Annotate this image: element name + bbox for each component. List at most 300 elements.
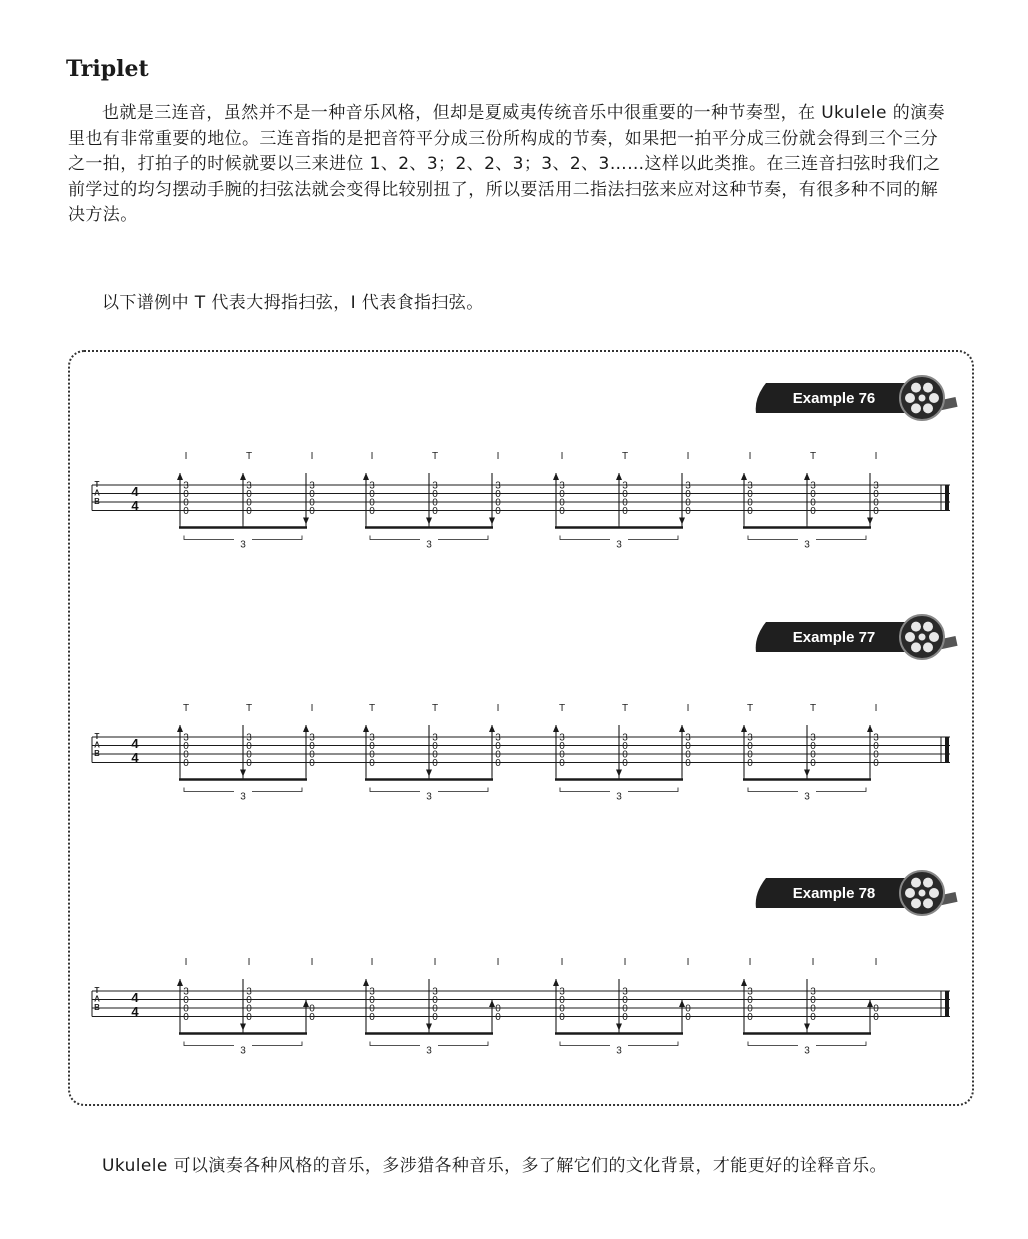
fret-number: 0 (369, 497, 375, 509)
fret-number: 3 (495, 480, 501, 492)
fret-number: 0 (369, 741, 375, 752)
fret-number: 0 (432, 1003, 438, 1015)
example-label: Example 78 (792, 885, 876, 902)
tab-clef-letter: B (94, 1003, 100, 1012)
fret-number: 0 (246, 758, 252, 769)
fret-number: 0 (810, 995, 816, 1006)
strum-finger-label: I (874, 703, 878, 714)
fret-number: 0 (810, 758, 816, 769)
tuplet-bracket-left (184, 1042, 234, 1046)
section-title: Triplet (66, 56, 149, 82)
fret-number: 0 (559, 1003, 565, 1015)
reel-hole (929, 632, 939, 642)
triplet-group (553, 451, 691, 551)
triplet-group (363, 957, 501, 1057)
tab-clef-letter: B (94, 497, 100, 506)
triplet-group (741, 703, 879, 803)
up-arrow-icon (616, 473, 622, 480)
fret-number: 0 (495, 741, 501, 752)
fret-number: 0 (369, 1012, 375, 1023)
fret-number: 0 (685, 1003, 691, 1015)
tab-clef-letter: A (94, 488, 100, 498)
fret-number: 0 (559, 497, 565, 509)
fret-number: 0 (369, 1003, 375, 1015)
up-arrow-icon (363, 473, 369, 480)
tuplet-bracket-right (816, 788, 866, 792)
fret-number: 0 (246, 1012, 252, 1023)
fret-number: 0 (810, 741, 816, 752)
strum-finger-label: I (370, 451, 374, 462)
tuplet-number: 3 (616, 1045, 622, 1057)
tuplet-number: 3 (240, 1045, 246, 1057)
up-arrow-icon (363, 979, 369, 986)
example-label: Example 77 (792, 629, 876, 646)
fret-number: 3 (309, 480, 315, 492)
tuplet-number: 3 (804, 1045, 810, 1057)
reel-hole (923, 403, 933, 413)
strum-finger-label: I (184, 957, 188, 968)
strum-finger-label: T (621, 703, 629, 714)
up-arrow-icon (741, 979, 747, 986)
up-arrow-icon (867, 1000, 873, 1007)
reel-hub (919, 395, 926, 402)
fret-number: 0 (432, 506, 438, 517)
up-arrow-icon (240, 473, 246, 480)
fret-number: 3 (747, 480, 753, 492)
fret-number: 0 (309, 1003, 315, 1015)
fret-number: 0 (873, 489, 879, 500)
fret-number: 3 (432, 986, 438, 998)
fret-number: 3 (747, 732, 753, 744)
fret-number: 3 (246, 480, 252, 492)
strum-finger-label: T (182, 703, 190, 714)
fret-number: 3 (369, 986, 375, 998)
fret-number: 0 (873, 506, 879, 517)
fret-number: 3 (495, 732, 501, 744)
fret-number: 0 (747, 489, 753, 500)
tuplet-bracket-left (748, 788, 798, 792)
fret-number: 0 (183, 489, 189, 500)
strum-finger-label: T (431, 703, 439, 714)
fret-number: 0 (873, 1003, 879, 1015)
fret-number: 0 (495, 497, 501, 509)
strum-finger-label: T (621, 451, 629, 462)
fret-number: 3 (183, 480, 189, 492)
tab-staff (92, 480, 950, 513)
up-arrow-icon (553, 473, 559, 480)
strum-finger-label: T (431, 451, 439, 462)
triplet-group (363, 703, 501, 803)
fret-number: 3 (622, 732, 628, 744)
tuplet-bracket-left (560, 1042, 610, 1046)
fret-number: 3 (369, 480, 375, 492)
reel-hole (905, 393, 915, 403)
tab-clef-letter: A (94, 740, 100, 750)
reel-hole (911, 383, 921, 393)
strum-finger-label: I (874, 451, 878, 462)
fret-number: 0 (369, 758, 375, 769)
fret-number: 0 (873, 749, 879, 761)
fret-number: 0 (685, 758, 691, 769)
fret-number: 0 (309, 758, 315, 769)
fret-number: 0 (309, 741, 315, 752)
legend-paragraph: 以下谱例中 T 代表大拇指扫弦，I 代表食指扫弦。 (102, 293, 484, 313)
fret-number: 0 (246, 749, 252, 761)
fret-number: 3 (747, 986, 753, 998)
time-signature-bottom: 4 (131, 498, 139, 513)
tuplet-bracket-left (370, 536, 420, 540)
strum-finger-label: I (686, 957, 690, 968)
tab-staff (92, 732, 950, 765)
up-arrow-icon (489, 1000, 495, 1007)
fret-number: 0 (432, 749, 438, 761)
fret-number: 0 (432, 489, 438, 500)
fret-number: 3 (622, 986, 628, 998)
reel-hole (905, 888, 915, 898)
strum-finger-label: T (245, 451, 253, 462)
fret-number: 0 (495, 758, 501, 769)
time-signature-top: 4 (131, 484, 139, 499)
tuplet-number: 3 (426, 791, 432, 803)
fret-number: 0 (810, 749, 816, 761)
tuplet-bracket-right (628, 536, 678, 540)
triplet-group (177, 957, 315, 1057)
fret-number: 0 (685, 489, 691, 500)
fret-number: 0 (246, 1003, 252, 1015)
tuplet-number: 3 (426, 539, 432, 551)
fret-number: 3 (246, 986, 252, 998)
fret-number: 0 (246, 506, 252, 517)
up-arrow-icon (867, 725, 873, 732)
strum-finger-label: I (496, 451, 500, 462)
up-arrow-icon (489, 725, 495, 732)
fret-number: 0 (309, 497, 315, 509)
triplet-group (741, 957, 879, 1057)
tab-clef-letter: T (94, 986, 100, 995)
fret-number: 0 (747, 995, 753, 1006)
reel-hub (919, 634, 926, 641)
tuplet-number: 3 (804, 539, 810, 551)
film-reel-icon (900, 376, 958, 420)
fret-number: 0 (309, 749, 315, 761)
up-arrow-icon (177, 725, 183, 732)
fret-number: 0 (685, 497, 691, 509)
strum-finger-label: T (368, 703, 376, 714)
reel-hub (919, 890, 926, 897)
fret-number: 3 (432, 480, 438, 492)
tuplet-bracket-right (816, 536, 866, 540)
tuplet-bracket-right (628, 788, 678, 792)
strum-finger-label: I (686, 703, 690, 714)
strum-finger-label: I (370, 957, 374, 968)
strum-finger-label: I (310, 957, 314, 968)
fret-number: 0 (810, 489, 816, 500)
reel-hole (923, 383, 933, 393)
time-signature-top: 4 (131, 736, 139, 751)
tab-staff (92, 986, 950, 1019)
fret-number: 0 (873, 497, 879, 509)
end-barline-thick (945, 991, 949, 1017)
fret-number: 0 (432, 758, 438, 769)
strum-finger-label: I (686, 451, 690, 462)
up-arrow-icon (303, 725, 309, 732)
fret-number: 0 (747, 741, 753, 752)
reel-hole (911, 642, 921, 652)
strum-finger-label: I (560, 957, 564, 968)
strum-finger-label: T (746, 703, 754, 714)
fret-number: 0 (183, 506, 189, 517)
strum-finger-label: I (748, 451, 752, 462)
fret-number: 3 (369, 732, 375, 744)
strum-finger-label: I (433, 957, 437, 968)
fret-number: 0 (246, 995, 252, 1006)
fret-number: 0 (246, 489, 252, 500)
fret-number: 0 (622, 995, 628, 1006)
fret-number: 0 (810, 497, 816, 509)
example-badge (756, 615, 958, 659)
fret-number: 3 (810, 986, 816, 998)
reel-hole (923, 898, 933, 908)
strum-finger-label: I (560, 451, 564, 462)
strum-finger-label: I (496, 703, 500, 714)
strum-finger-label: I (310, 703, 314, 714)
film-reel-icon (900, 871, 958, 915)
up-arrow-icon (553, 979, 559, 986)
strum-finger-label: I (247, 957, 251, 968)
reel-hole (905, 632, 915, 642)
strum-finger-label: I (310, 451, 314, 462)
fret-number: 0 (309, 506, 315, 517)
fret-number: 0 (495, 1003, 501, 1015)
fret-number: 0 (495, 489, 501, 500)
tuplet-number: 3 (804, 791, 810, 803)
strum-finger-label: T (809, 451, 817, 462)
reel-hole (911, 898, 921, 908)
tuplet-bracket-right (816, 1042, 866, 1046)
tuplet-bracket-left (184, 536, 234, 540)
fret-number: 0 (183, 1012, 189, 1023)
fret-number: 0 (747, 506, 753, 517)
fret-number: 0 (685, 741, 691, 752)
fret-number: 0 (246, 741, 252, 752)
fret-number: 0 (495, 749, 501, 761)
fret-number: 3 (810, 480, 816, 492)
tuplet-number: 3 (616, 791, 622, 803)
end-barline-thick (945, 485, 949, 511)
fret-number: 3 (246, 732, 252, 744)
fret-number: 3 (873, 480, 879, 492)
fret-number: 0 (747, 749, 753, 761)
tab-clef-letter: T (94, 480, 100, 489)
fret-number: 0 (685, 506, 691, 517)
up-arrow-icon (679, 1000, 685, 1007)
end-barline-thick (945, 737, 949, 763)
reel-hole (911, 403, 921, 413)
fret-number: 0 (747, 497, 753, 509)
tuplet-bracket-left (370, 1042, 420, 1046)
fret-number: 3 (309, 732, 315, 744)
tuplet-number: 3 (240, 791, 246, 803)
reel-hole (929, 888, 939, 898)
fret-number: 0 (495, 1012, 501, 1023)
example-label: Example 76 (792, 390, 876, 407)
fret-number: 0 (183, 497, 189, 509)
fret-number: 0 (747, 1003, 753, 1015)
fret-number: 0 (622, 1012, 628, 1023)
fret-number: 0 (369, 749, 375, 761)
example-3 (92, 871, 958, 1057)
fret-number: 0 (622, 1003, 628, 1015)
fret-number: 0 (432, 497, 438, 509)
film-reel-icon (900, 615, 958, 659)
example-badge (756, 376, 958, 420)
fret-number: 3 (183, 732, 189, 744)
tuplet-bracket-right (252, 788, 302, 792)
strum-finger-label: I (811, 957, 815, 968)
strum-finger-label: I (748, 957, 752, 968)
fret-number: 0 (246, 497, 252, 509)
fret-number: 0 (559, 995, 565, 1006)
up-arrow-icon (363, 725, 369, 732)
fret-number: 3 (622, 480, 628, 492)
fret-number: 0 (747, 758, 753, 769)
reel-hole (911, 878, 921, 888)
tuplet-bracket-right (252, 536, 302, 540)
fret-number: 3 (873, 732, 879, 744)
tab-clef-letter: B (94, 749, 100, 758)
fret-number: 0 (559, 749, 565, 761)
fret-number: 3 (559, 480, 565, 492)
example-badge (756, 871, 958, 915)
fret-number: 3 (810, 732, 816, 744)
tuplet-bracket-right (252, 1042, 302, 1046)
reel-hole (923, 622, 933, 632)
fret-number: 0 (183, 749, 189, 761)
strum-finger-label: I (184, 451, 188, 462)
fret-number: 0 (873, 741, 879, 752)
up-arrow-icon (741, 473, 747, 480)
example-1 (92, 376, 958, 551)
tuplet-bracket-right (438, 788, 488, 792)
fret-number: 0 (183, 741, 189, 752)
fret-number: 0 (559, 741, 565, 752)
fret-number: 0 (873, 1012, 879, 1023)
fret-number: 0 (622, 497, 628, 509)
up-arrow-icon (741, 725, 747, 732)
up-arrow-icon (303, 1000, 309, 1007)
strum-finger-label: I (623, 957, 627, 968)
strum-finger-label: I (496, 957, 500, 968)
fret-number: 3 (183, 986, 189, 998)
outro-paragraph: Ukulele 可以演奏各种风格的音乐，多涉猎各种音乐，多了解它们的文化背景，才能更好的诠释音乐。 (102, 1156, 887, 1176)
strum-finger-label: T (809, 703, 817, 714)
fret-number: 3 (559, 732, 565, 744)
tuplet-bracket-left (560, 536, 610, 540)
tuplet-bracket-right (628, 1042, 678, 1046)
tuplet-bracket-left (184, 788, 234, 792)
triplet-group (553, 703, 691, 803)
tuplet-bracket-left (370, 788, 420, 792)
fret-number: 0 (495, 506, 501, 517)
fret-number: 0 (622, 489, 628, 500)
fret-number: 0 (622, 749, 628, 761)
fret-number: 0 (559, 1012, 565, 1023)
fret-number: 0 (810, 506, 816, 517)
tuplet-bracket-left (748, 536, 798, 540)
up-arrow-icon (679, 725, 685, 732)
fret-number: 0 (369, 995, 375, 1006)
up-arrow-icon (177, 473, 183, 480)
strum-finger-label: T (245, 703, 253, 714)
fret-number: 3 (432, 732, 438, 744)
fret-number: 0 (183, 995, 189, 1006)
fret-number: 0 (810, 1012, 816, 1023)
reel-hole (911, 622, 921, 632)
reel-hole (929, 393, 939, 403)
tuplet-number: 3 (240, 539, 246, 551)
fret-number: 0 (432, 1012, 438, 1023)
up-arrow-icon (177, 979, 183, 986)
fret-number: 0 (810, 1003, 816, 1015)
fret-number: 3 (685, 732, 691, 744)
fret-number: 3 (559, 986, 565, 998)
fret-number: 0 (622, 506, 628, 517)
fret-number: 0 (432, 741, 438, 752)
fret-number: 0 (369, 489, 375, 500)
fret-number: 0 (369, 506, 375, 517)
up-arrow-icon (804, 473, 810, 480)
tab-clef-letter: T (94, 732, 100, 741)
strum-finger-label: T (558, 703, 566, 714)
time-signature-top: 4 (131, 990, 139, 1005)
fret-number: 0 (622, 741, 628, 752)
triplet-group (177, 451, 315, 551)
tuplet-bracket-right (438, 1042, 488, 1046)
tuplet-bracket-left (560, 788, 610, 792)
fret-number: 0 (685, 1012, 691, 1023)
fret-number: 0 (685, 749, 691, 761)
fret-number: 0 (873, 758, 879, 769)
triplet-group (741, 451, 879, 551)
example-2 (92, 615, 958, 803)
fret-number: 0 (559, 489, 565, 500)
fret-number: 3 (685, 480, 691, 492)
fret-number: 0 (622, 758, 628, 769)
fret-number: 0 (432, 995, 438, 1006)
triplet-group (363, 451, 501, 551)
fret-number: 0 (309, 489, 315, 500)
up-arrow-icon (553, 725, 559, 732)
fret-number: 0 (559, 758, 565, 769)
tuplet-bracket-left (748, 1042, 798, 1046)
tab-clef-letter: A (94, 994, 100, 1004)
tuplet-number: 3 (426, 1045, 432, 1057)
fret-number: 0 (309, 1012, 315, 1023)
fret-number: 0 (559, 506, 565, 517)
fret-number: 0 (747, 1012, 753, 1023)
strum-finger-label: I (874, 957, 878, 968)
time-signature-bottom: 4 (131, 1004, 139, 1019)
reel-hole (923, 878, 933, 888)
tuplet-number: 3 (616, 539, 622, 551)
intro-paragraph: 也就是三连音，虽然并不是一种音乐风格，但却是夏威夷传统音乐中很重要的一种节奏型，在 Ukulele 的演奏里也有非常重要的地位。三连音指的是把音符平分成三份所构成的节奏，如果把一拍平分成三份就会得到三个三分之一拍，打拍子的时候就要以三来进位 1、2、3；2、2、3；3、2、3……这样以此类推。在三连音扫弦时我们之前学过的均匀摆动手腕的扫弦法就会变得比较别扭了，所以要活用二指法扫弦来应对这种节奏，有很多种不同的解决方法。 (68, 103, 945, 225)
time-signature-bottom: 4 (131, 750, 139, 765)
reel-hole (923, 642, 933, 652)
fret-number: 0 (183, 758, 189, 769)
tuplet-bracket-right (438, 536, 488, 540)
fret-number: 0 (183, 1003, 189, 1015)
triplet-group (177, 703, 315, 803)
